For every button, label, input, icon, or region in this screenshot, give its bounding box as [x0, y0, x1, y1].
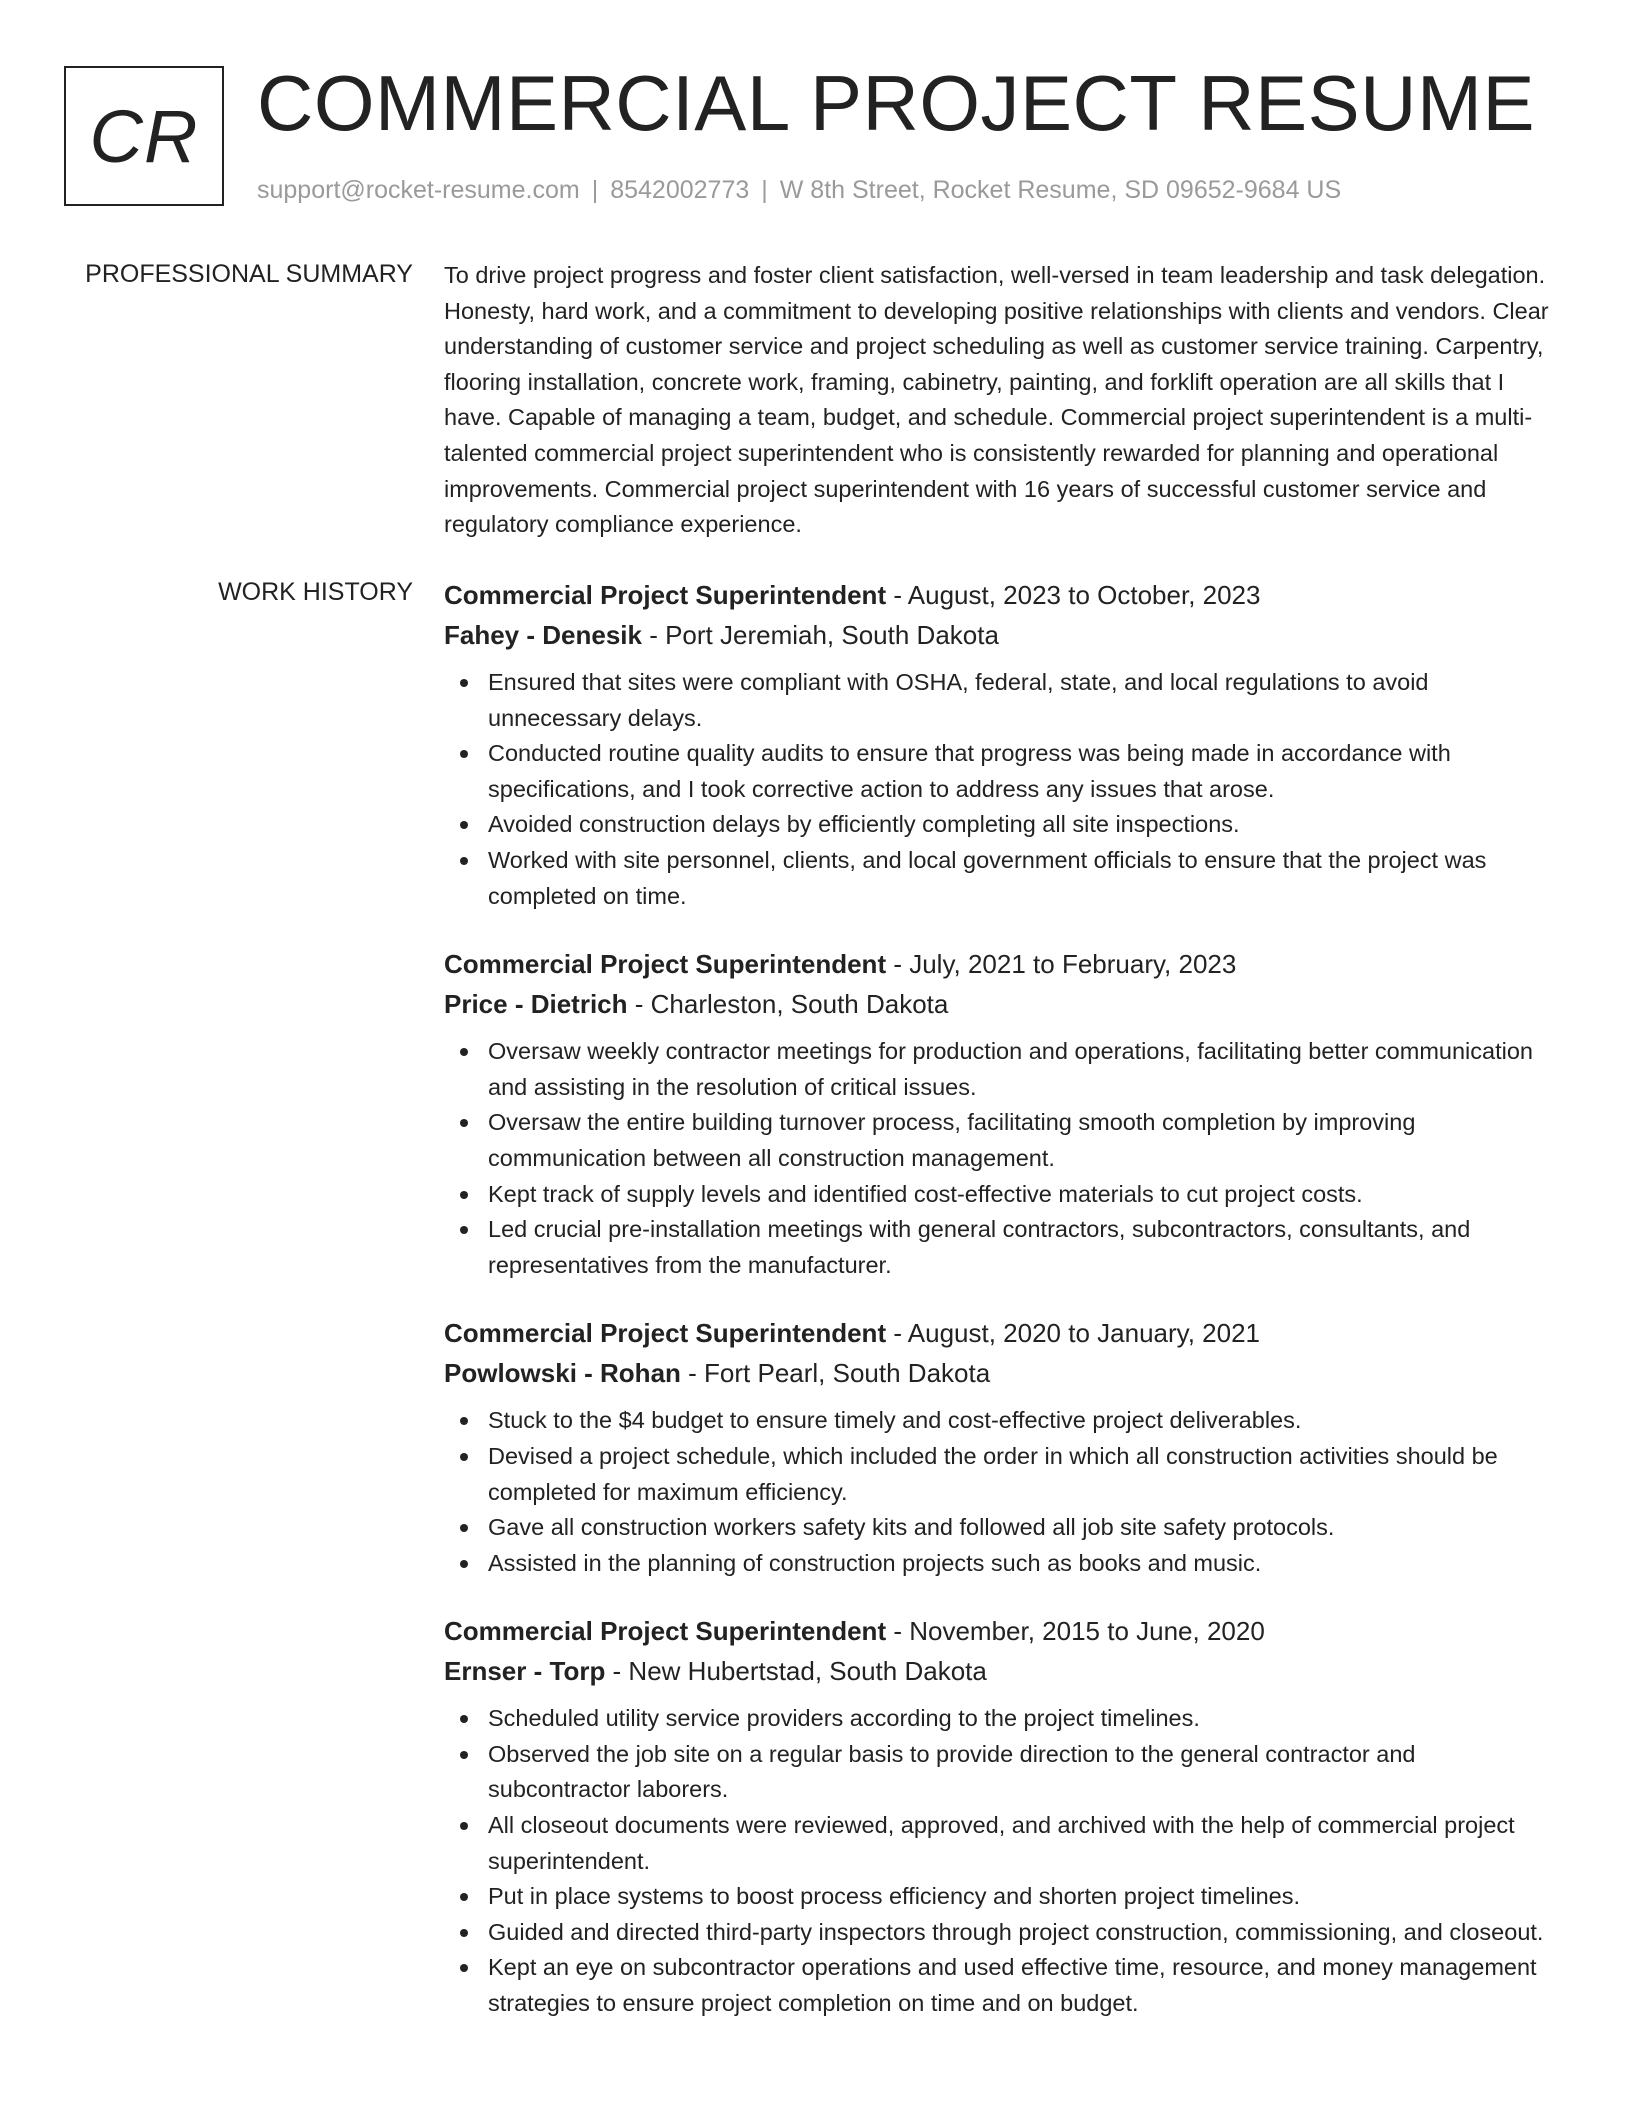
- bullet-icon: [460, 1964, 468, 1972]
- work-history-list: [444, 575, 1564, 2052]
- duty-text: Guided and directed third-party inspectors through project construction, commissioning, and closeout.: [488, 1918, 1544, 1945]
- job-entry: [444, 575, 1564, 914]
- duty-item: [444, 1177, 1564, 1213]
- bullet-icon: [460, 857, 468, 865]
- duty-text: Ensured that sites were compliant with OSHA, federal, state, and local regulations to avoid unnecessary delays.: [488, 669, 1429, 731]
- duty-item: [444, 1105, 1564, 1176]
- duty-item: [444, 1439, 1564, 1510]
- job-duties: [444, 1034, 1564, 1283]
- job-title: Commercial Project Superintendent: [444, 580, 887, 610]
- job-title: Commercial Project Superintendent: [444, 1318, 887, 1349]
- duty-text: Kept track of supply levels and identified cost-effective materials to cut project costs.: [488, 1180, 1363, 1207]
- duty-item: [444, 1808, 1564, 1879]
- contact-email: support@rocket-resume.com: [257, 176, 580, 204]
- job-company-line: [444, 1353, 1564, 1393]
- duty-text: Devised a project schedule, which included the order in which all construction activities should be completed for maximum efficiency.: [488, 1442, 1498, 1505]
- duty-text: Avoided construction delays by efficiently completing all site inspections.: [488, 811, 1240, 838]
- bullet-icon: [460, 1560, 468, 1568]
- duty-text: Conducted routine quality audits to ensure that progress was being made in accordance with specifications, and I took corrective action to address any issues that arose.: [488, 740, 1451, 802]
- duty-item: [444, 807, 1564, 843]
- duty-item: [444, 1212, 1564, 1283]
- duty-item: [444, 736, 1564, 807]
- contact-address: W 8th Street, Rocket Resume, SD 09652-9684 US: [779, 176, 1342, 204]
- job-duties: [444, 1403, 1564, 1581]
- job-company: Price - Dietrich: [444, 989, 628, 1020]
- duty-text: Oversaw weekly contractor meetings for production and operations, facilitating better communication and assisting in the resolution of critical issues.: [488, 1038, 1533, 1100]
- job-title: Commercial Project Superintendent: [444, 949, 887, 980]
- job-company-line: [444, 1651, 1564, 1691]
- duty-item: [444, 1403, 1564, 1439]
- bullet-icon: [460, 1751, 468, 1759]
- bullet-icon: [460, 1524, 468, 1532]
- contact-line: [257, 173, 1341, 207]
- duty-item: [444, 1510, 1564, 1546]
- job-dates: - August, 2023 to October, 2023: [886, 580, 1261, 610]
- bullet-icon: [460, 821, 468, 829]
- job-dates: - August, 2020 to January, 2021: [886, 1318, 1260, 1349]
- bullet-icon: [460, 1893, 468, 1901]
- duty-item: [444, 1737, 1564, 1808]
- duty-item: [444, 1950, 1564, 2021]
- job-location: - Port Jeremiah, South Dakota: [641, 620, 999, 650]
- job-company-line: [444, 615, 1564, 655]
- job-title-line: [444, 1611, 1564, 1651]
- contact-phone: 8542002773: [610, 176, 750, 204]
- duty-text: Stuck to the $4 budget to ensure timely and cost-effective project deliverables.: [488, 1407, 1302, 1434]
- bullet-icon: [460, 1191, 468, 1199]
- duty-item: [444, 1915, 1564, 1951]
- duty-text: Led crucial pre-installation meetings with general contractors, subcontractors, consultants, and representatives from the manufacturer.: [488, 1216, 1471, 1278]
- job-location: - Fort Pearl, South Dakota: [680, 1358, 991, 1389]
- job-dates: - November, 2015 to June, 2020: [886, 1616, 1265, 1647]
- duty-text: Gave all construction workers safety kits and followed all job site safety protocols.: [488, 1514, 1335, 1541]
- job-company: Fahey - Denesik: [444, 620, 642, 650]
- job-title-line: [444, 944, 1564, 984]
- duty-text: Scheduled utility service providers according to the project timelines.: [488, 1705, 1200, 1732]
- duty-item: [444, 1701, 1564, 1737]
- job-title-line: [444, 1313, 1564, 1353]
- duty-text: Oversaw the entire building turnover process, facilitating smooth completion by improving communication between all construction management.: [488, 1109, 1416, 1171]
- job-duties: [444, 1701, 1564, 2021]
- work-history-section-label: WORK HISTORY: [218, 578, 413, 606]
- duty-item: [444, 1034, 1564, 1105]
- bullet-icon: [460, 1715, 468, 1723]
- contact-separator: |: [591, 176, 599, 204]
- job-entry: [444, 944, 1564, 1283]
- bullet-icon: [460, 1048, 468, 1056]
- duty-item: [444, 1546, 1564, 1582]
- job-company: Powlowski - Rohan: [444, 1358, 681, 1389]
- duty-text: Observed the job site on a regular basis to provide direction to the general contractor and subcontractor laborers.: [488, 1740, 1416, 1803]
- bullet-icon: [460, 1822, 468, 1830]
- bullet-icon: [460, 750, 468, 758]
- bullet-icon: [460, 1226, 468, 1234]
- summary-section-label: PROFESSIONAL SUMMARY: [85, 260, 413, 288]
- resume-title: COMMERCIAL PROJECT RESUME: [257, 59, 1535, 147]
- job-company-line: [444, 984, 1564, 1024]
- monogram-logo: CR: [64, 66, 224, 206]
- bullet-icon: [460, 1929, 468, 1937]
- summary-text: To drive project progress and foster client satisfaction, well-versed in team leadership and task delegation. Honesty, hard work, and a commitment to developing positive relationships with clients and vendors. Clear understanding of customer service and project scheduling as well as customer service training. Carpentry, flooring installation, concrete work, framing, cabinetry, painting, and forklift operation are all skills that I have. Capable of managing a team, budget, and schedule. Commercial project superintendent is a multi-talented commercial project superintendent who is consistently rewarded for planning and operational improvements. Commercial project superintendent with 16 years of successful customer service and regulatory compliance experience.: [444, 262, 1549, 538]
- job-dates: - July, 2021 to February, 2023: [886, 949, 1237, 980]
- job-entry: [444, 1611, 1564, 2021]
- duty-text: Worked with site personnel, clients, and local government officials to ensure that the project was completed on time.: [488, 846, 1487, 909]
- contact-separator: |: [761, 176, 768, 204]
- duty-item: [444, 843, 1564, 914]
- job-title-line: [444, 575, 1564, 615]
- bullet-icon: [460, 1453, 468, 1461]
- job-location: - Charleston, South Dakota: [627, 989, 949, 1020]
- duty-text: Kept an eye on subcontractor operations and used effective time, resource, and money management strategies to ensure project completion on time and on budget.: [488, 1954, 1537, 2017]
- duty-text: Put in place systems to boost process efficiency and shorten project timelines.: [488, 1883, 1301, 1910]
- bullet-icon: [460, 1119, 468, 1127]
- job-entry: [444, 1313, 1564, 1581]
- duty-text: Assisted in the planning of construction projects such as books and music.: [488, 1549, 1262, 1576]
- bullet-icon: [460, 1417, 468, 1425]
- job-title: Commercial Project Superintendent: [444, 1616, 887, 1647]
- duty-item: [444, 665, 1564, 736]
- job-location: - New Hubertstad, South Dakota: [605, 1656, 987, 1687]
- job-duties: [444, 665, 1564, 914]
- duty-text: All closeout documents were reviewed, approved, and archived with the help of commercial project superintendent.: [488, 1812, 1515, 1874]
- job-company: Ernser - Torp: [444, 1656, 606, 1687]
- duty-item: [444, 1879, 1564, 1915]
- bullet-icon: [460, 679, 468, 687]
